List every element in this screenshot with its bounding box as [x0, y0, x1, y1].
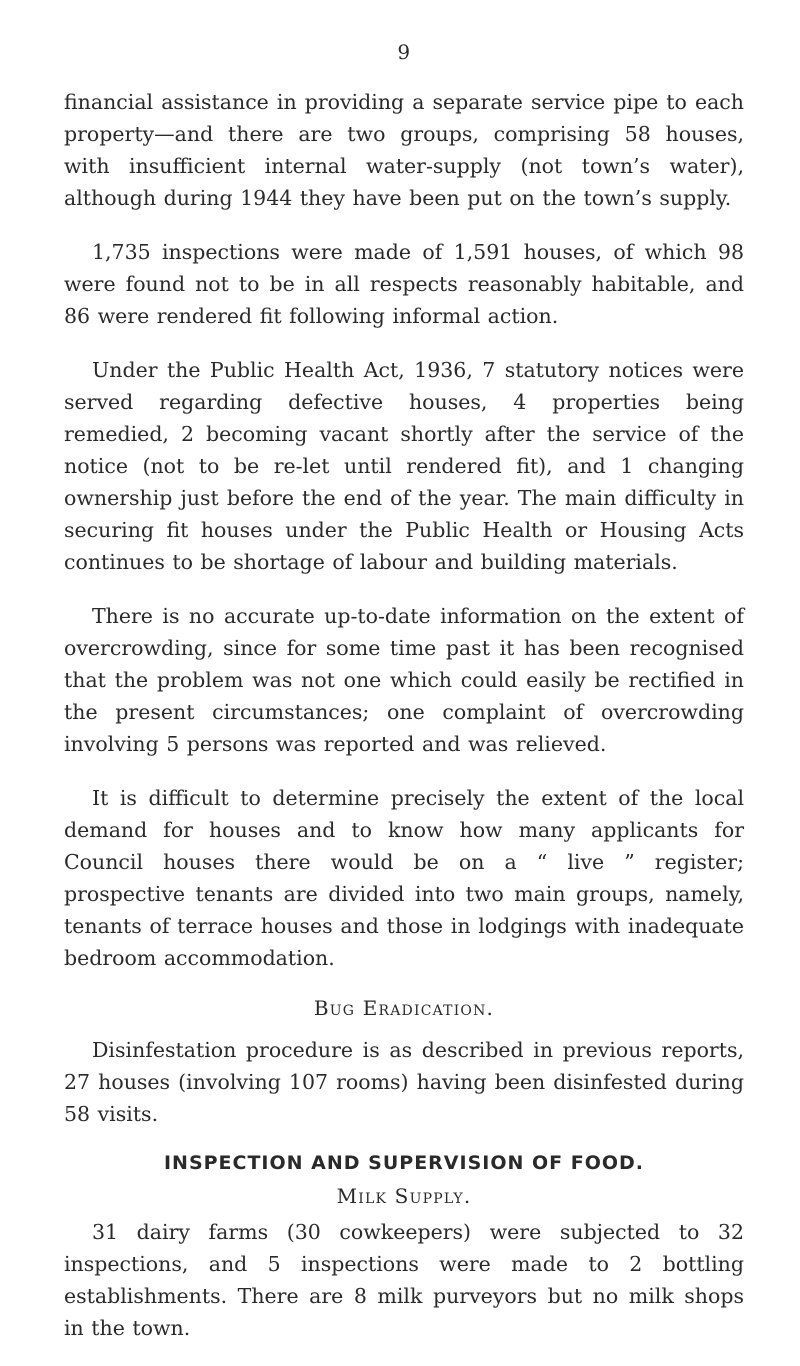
paragraph-housing-demand: It is difficult to determine precisely the extent of the local demand for houses and to know how many applicants for Council houses there would be on a “ live ” register; prospective tenants are divided into two main groups, namely, tenants of terrace houses and those in lodgings with inadequate bedroom accommodation. — [64, 786, 744, 970]
paragraph-water-supply: financial assistance in providing a separate service pipe to each property—and there are two groups, comprising 58 houses, with insufficient internal water-supply (not town’s water), although during 1944 they have been put on the town’s supply. — [64, 90, 744, 210]
document-page — [64, 40, 744, 1366]
paragraph-overcrowding: There is no accurate up-to-date information on the extent of overcrowding, since for some time past it has been recognised that the problem was not one which could easily be rectified in the present circumstances; one complaint of overcrowding involving 5 persons was reported and was relieved. — [64, 604, 744, 756]
heading-bug-eradication: Bug Eradication. — [313, 996, 495, 1020]
paragraph-disinfestation: Disinfestation procedure is as described in previous reports, 27 houses (involving 107 rooms) having been disinfested during 58 visits. — [64, 1038, 744, 1126]
paragraph-inspections: 1,735 inspections were made of 1,591 houses, of which 98 were found not to be in all respects reasonably habitable, and 86 were rendered fit following informal action. — [64, 240, 744, 328]
heading-inspection-food: INSPECTION AND SUPERVISION OF FOOD. — [163, 1152, 645, 1174]
paragraph-statutory-notices: Under the Public Health Act, 1936, 7 statutory notices were served regarding defective houses, 4 properties being remedied, 2 becoming vacant shortly after the service of the notice (not to be re-let until rendered fit), and 1 changing ownership just before the end of the year. The main difficulty in securing fit houses under the Public Health or Housing Acts continues to be shortage of labour and building materials. — [64, 358, 744, 574]
heading-milk-supply: Milk Supply. — [336, 1184, 472, 1208]
page-number: 9 — [397, 40, 411, 64]
paragraph-dairy-farms: 31 dairy farms (30 cowkeepers) were subjected to 32 inspections, and 5 inspections were made to 2 bottling establishments. There are 8 milk purveyors but no milk shops in the town. — [64, 1220, 744, 1340]
